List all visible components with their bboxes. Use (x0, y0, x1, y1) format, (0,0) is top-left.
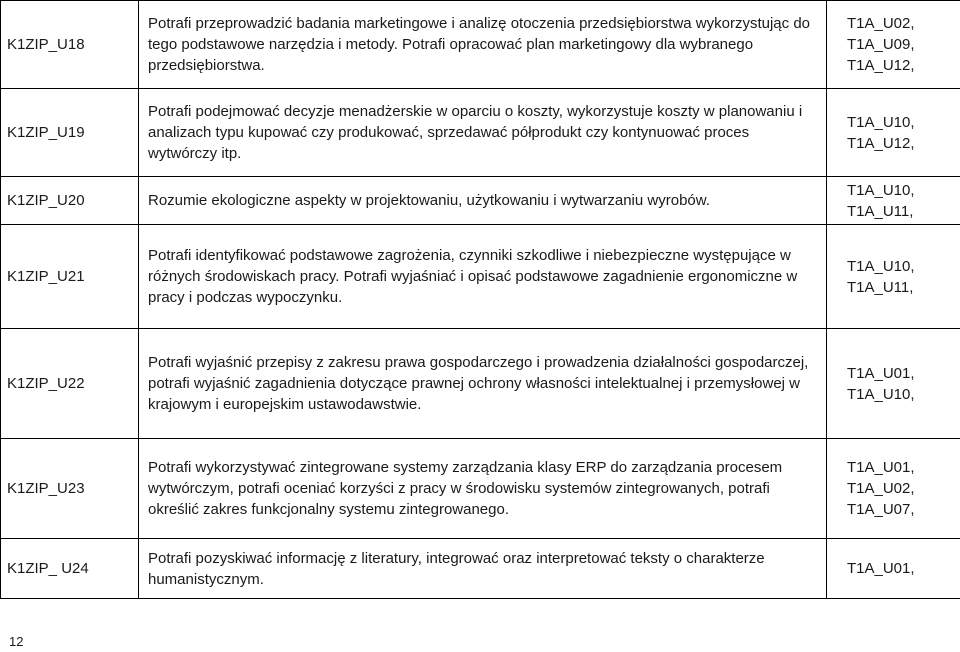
table-row (1, 225, 960, 329)
reference-code: T1A_U11, (847, 202, 914, 220)
page-number: 12 (9, 634, 24, 649)
outcome-references (827, 89, 960, 177)
reference-code: T1A_U07, (847, 501, 915, 518)
outcome-code: K1ZIP_U20 (1, 177, 139, 225)
outcome-code: K1ZIP_U23 (1, 439, 139, 539)
outcome-code: K1ZIP_U19 (1, 89, 139, 177)
outcome-description: Potrafi wyjaśnić przepisy z zakresu prawa gospodarczego i prowadzenia działalności gospodarczej, potrafi wyjaśnić zagadnienia dotyczące prawnej ochrony własności intelektualnej i przemysłowej w krajowym i europejskim ustawodawstwie. (139, 329, 827, 439)
outcome-description: Potrafi wykorzystywać zintegrowane systemy zarządzania klasy ERP do zarządzania procesem wytwórczym, potrafi oceniać korzyści z pracy w środowisku systemów zintegrowanych, potrafi określić zakres funkcjonalny systemu zintegrowanego. (139, 439, 827, 539)
reference-code: T1A_U12, (847, 134, 915, 152)
reference-code: T1A_U09, (847, 36, 915, 53)
outcome-description: Potrafi podejmować decyzje menadżerskie w oparciu o koszty, wykorzystuje koszty w planowaniu i analizach typu kupować czy produkować, sprzedawać półprodukt czy kontynuować proces wytwórczy itp. (139, 89, 827, 177)
outcome-references (827, 177, 960, 225)
reference-code: T1A_U02, (847, 480, 915, 497)
outcome-description: Potrafi identyfikować podstawowe zagrożenia, czynniki szkodliwe i niebezpieczne występujące w różnych środowiskach pracy. Potrafi wyjaśniać i opisać podstawowe zagadnienie ergonomiczne w pracy i podczas wypoczynku. (139, 225, 827, 329)
outcome-code: K1ZIP_ U24 (1, 539, 139, 599)
outcome-description: Potrafi przeprowadzić badania marketingowe i analizę otoczenia przedsiębiorstwa wykorzystując do tego podstawowe narzędzia i metody. Potrafi opracować plan marketingowy dla wybranego przedsiębiorstwa. (139, 1, 827, 89)
outcome-code: K1ZIP_U21 (1, 225, 139, 329)
outcome-code: K1ZIP_U18 (1, 1, 139, 89)
reference-code: T1A_U12, (847, 57, 915, 74)
outcome-references (827, 1, 960, 89)
outcome-references (827, 439, 960, 539)
outcome-description: Rozumie ekologiczne aspekty w projektowaniu, użytkowaniu i wytwarzaniu wyrobów. (139, 177, 827, 225)
reference-code: T1A_U02, (847, 15, 915, 32)
table-row (1, 539, 960, 599)
outcome-code: K1ZIP_U22 (1, 329, 139, 439)
table-row (1, 89, 960, 177)
reference-code: T1A_U01, (847, 459, 915, 476)
reference-code: T1A_U10, (847, 257, 915, 275)
outcome-description: Potrafi pozyskiwać informację z literatury, integrować oraz interpretować teksty o charakterze humanistycznym. (139, 539, 827, 599)
reference-code: T1A_U10, (847, 113, 915, 131)
outcome-references (827, 225, 960, 329)
table-row (1, 177, 960, 225)
outcome-references (827, 539, 960, 599)
table-row (1, 1, 960, 89)
outcome-references (827, 329, 960, 439)
table-row (1, 329, 960, 439)
reference-code: T1A_U01, (847, 560, 915, 577)
table-row (1, 439, 960, 539)
reference-code: T1A_U10, (847, 181, 915, 199)
reference-code: T1A_U11, (847, 278, 914, 296)
reference-code: T1A_U01, (847, 364, 915, 382)
reference-code: T1A_U10, (847, 385, 915, 403)
